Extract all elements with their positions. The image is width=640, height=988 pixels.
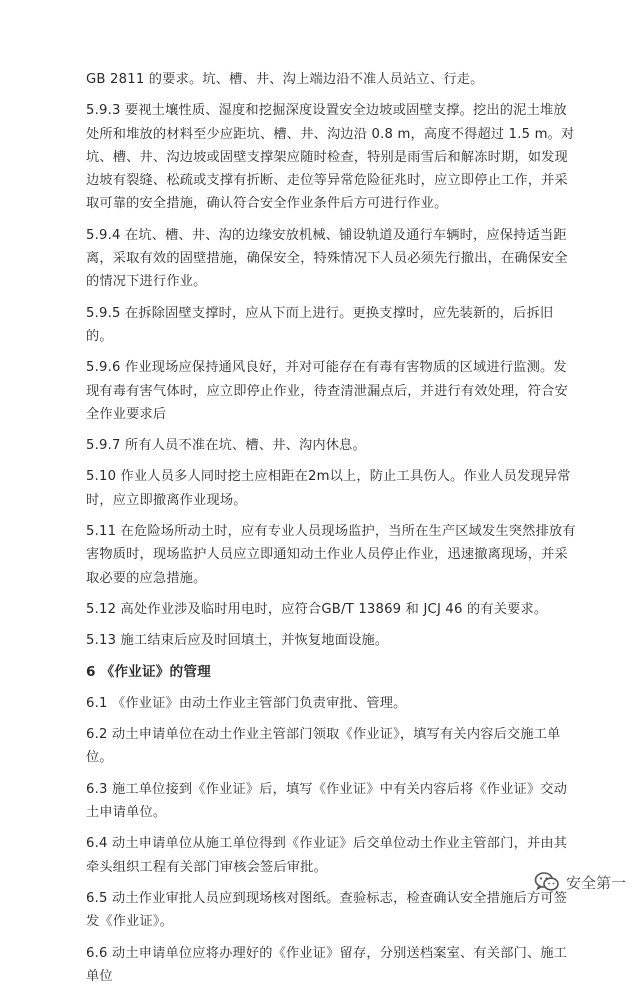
paragraph: 5.9.3 要视土壤性质、湿度和挖掘深度设置安全边坡或固壁支撑。挖出的泥土堆放处所和堆放的材料至少应距坑、槽、井、沟边沿 0.8 m，高度不得超过 1.5 m。对坑、槽、井、沟边坡或固壁支撑架应随时检查，特别是雨雪后和解冻时期，如发现边坡有裂缝、松疏或支撑有折断、走位等异常危险征兆时，应立即停止工作，并采取可靠的安全措施，确认符合安全作业条件后方可进行作业。 xyxy=(86,99,576,215)
paragraph: 5.13 施工结束后应及时回填土，并恢复地面设施。 xyxy=(86,629,576,652)
paragraph: 5.10 作业人员多人同时挖土应相距在2m以上，防止工具伤人。作业人员发现异常时，应立即撤离作业现场。 xyxy=(86,465,576,512)
paragraph: 5.12 高处作业涉及临时用电时，应符合GB/T 13869 和 JCJ 46 的有关要求。 xyxy=(86,598,576,621)
paragraph: 5.9.4 在坑、槽、井、沟的边缘安放机械、铺设轨道及通行车辆时，应保持适当距离，采取有效的固壁措施，确保安全，特殊情况下人员必须先行撤出，在确保安全的情况下进行作业。 xyxy=(86,224,576,294)
watermark-text: 安全第一 xyxy=(566,872,626,893)
wechat-icon xyxy=(534,871,560,893)
paragraph: 6.4 动土申请单位从施工单位得到《作业证》后交单位动土作业主管部门，并由其牵头组织工程有关部门审核会签后审批。 xyxy=(86,832,576,879)
paragraph: 5.9.7 所有人员不准在坑、槽、井、沟内休息。 xyxy=(86,434,576,457)
paragraph: 5.9.5 在拆除固壁支撑时，应从下而上进行。更换支撑时，应先装新的，后拆旧的。 xyxy=(86,302,576,349)
paragraph: 6.2 动土申请单位在动土作业主管部门领取《作业证》，填写有关内容后交施工单位。 xyxy=(86,723,576,770)
paragraph: 5.9.6 作业现场应保持通风良好，并对可能存在有毒有害物质的区域进行监测。发现有毒有害气体时，应立即停止作业，待查清泄漏点后，并进行有效处理，符合安全作业要求后 xyxy=(86,356,576,426)
document-body xyxy=(86,68,576,988)
paragraph: 6.1 《作业证》由动土作业主管部门负责审批、管理。 xyxy=(86,692,576,715)
paragraph: GB 2811 的要求。坑、槽、井、沟上端边沿不准人员站立、行走。 xyxy=(86,68,576,91)
paragraph: 6.3 施工单位接到《作业证》后，填写《作业证》中有关内容后将《作业证》交动土申请单位。 xyxy=(86,778,576,825)
paragraph: 6.6 动土申请单位应将办理好的《作业证》留存，分别送档案室、有关部门、施工单位 xyxy=(86,942,576,988)
section-heading: 6 《作业证》的管理 xyxy=(86,661,576,684)
watermark xyxy=(534,871,626,893)
paragraph: 6.5 动土作业审批人员应到现场核对图纸。查验标志，检查确认安全措施后方可签发《作业证》。 xyxy=(86,887,576,934)
paragraph: 5.11 在危险场所动土时，应有专业人员现场监护，当所在生产区域发生突然排放有害物质时，现场监护人员应立即通知动土作业人员停止作业，迅速撤离现场，并采取必要的应急措施。 xyxy=(86,520,576,590)
